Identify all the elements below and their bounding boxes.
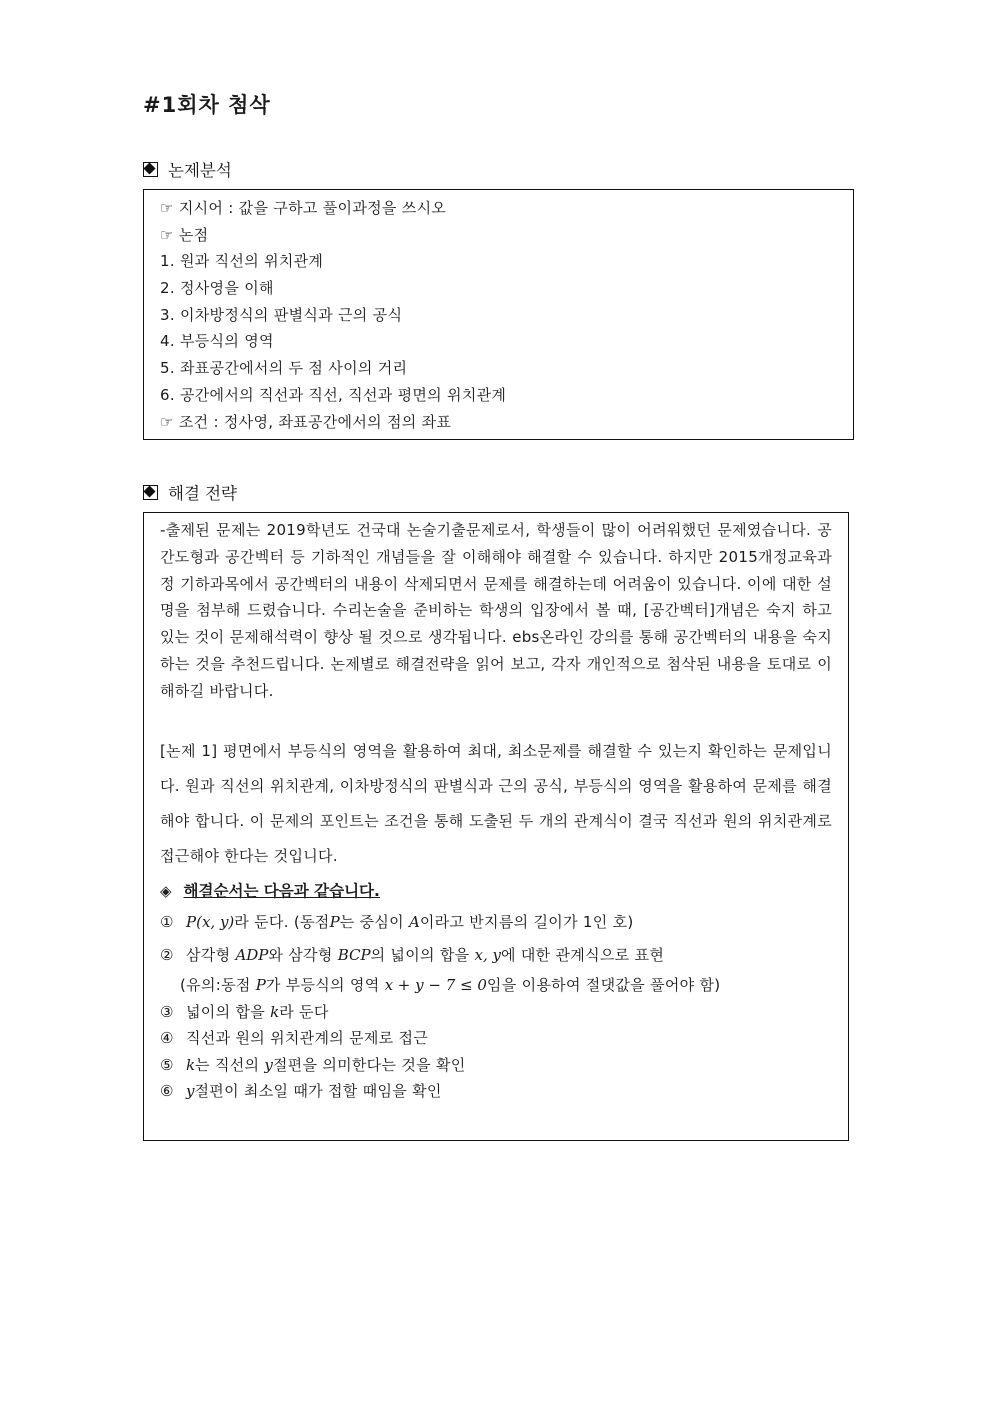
analysis-line: 4. 부등식의 영역 [160, 332, 274, 351]
math-expression: P(x, y) [186, 913, 235, 932]
step-text: 이라고 반지름의 길이가 1인 호) [419, 913, 634, 932]
analysis-line: ☞ 논점 [160, 225, 209, 244]
step-number: ⑥ [160, 1082, 174, 1101]
step-number: ④ [160, 1029, 174, 1048]
analysis-line: ☞ 지시어 : 값을 구하고 풀이과정을 쓰시오 [160, 199, 447, 217]
math-expression: x + y − 7 ≤ 0 [384, 976, 487, 995]
analysis-line: 1. 원과 직선의 위치관계 [160, 252, 324, 271]
step-text: 가 부등식의 영역 [265, 976, 385, 995]
math-expression: y [264, 1055, 273, 1074]
analysis-line: 3. 이차방정식의 판별식과 근의 공식 [160, 305, 403, 324]
step-number: ③ [160, 1002, 174, 1021]
step-3 [160, 999, 832, 1026]
math-expression: ADP [235, 946, 269, 965]
step-text: 의 넓이의 합을 [370, 946, 475, 965]
math-expression: P [329, 913, 340, 932]
step-number: ⑤ [160, 1055, 174, 1074]
step-text: 직선과 원의 위치관계의 문제로 접근 [186, 1029, 429, 1048]
step-6 [160, 1078, 832, 1105]
step-text: 절편이 최소일 때가 접할 때임을 확인 [194, 1082, 442, 1101]
math-expression: BCP [337, 946, 371, 965]
step-text: 넓이의 합을 [186, 1002, 271, 1021]
math-expression: P [255, 976, 266, 995]
analysis-line: 5. 좌표공간에서의 두 점 사이의 거리 [160, 359, 408, 378]
step-text: 와 삼각형 [268, 946, 338, 965]
intro-paragraph: -출제된 문제는 2019학년도 건국대 논술기출문제로서, 학생들이 많이 어려워했던 문제였습니다. 공간도형과 공간벡터 등 기하적인 개념들을 잘 이해해야 해결할 수 있습니다. 하지만 2015개정교육과정 기하과목에서 공간벡터의 내용이 삭제되면서 문제를 해결하는데 어려움이 있습니다. 이에 대한 설명을 첨부해 드렸습니다. 수리논술을 준비하는 학생의 입장에서 볼 때, [공간벡터]개념은 숙지 하고 있는 것이 문제해석력이 향상 될 것으로 생각됩니다. ebs온라인 강의를 통해 공간벡터의 내용을 숙지하는 것을 추천드립니다. 논제별로 해결전략을 읽어 보고, 각자 개인적으로 첨삭된 내용을 토대로 이해하길 바랍니다. [160, 521, 832, 700]
topic1-paragraph: [논제 1] 평면에서 부등식의 영역을 활용하여 최대, 최소문제를 해결할 수 있는지 확인하는 문제입니다. 원과 직선의 위치관계, 이차방정식의 판별식과 근의 공식, 부등식의 영역을 활용하여 문제를 해결해야 합니다. 이 문제의 포인트는 조건을 통해 도출된 두 개의 관계식이 결국 직선과 원의 위치관계로 접근해야 한다는 것입니다. [160, 741, 832, 866]
step-text: 절편을 의미한다는 것을 확인 [272, 1055, 466, 1074]
step-text: 에 대한 관계식으로 표현 [501, 946, 665, 965]
math-expression: x, y [474, 946, 502, 965]
strategy-box [143, 512, 849, 1141]
page-title: #1회차 첨삭 [143, 93, 271, 117]
step-text: 는 직선의 [195, 1055, 265, 1074]
analysis-line: ☞ 조건 : 정사영, 좌표공간에서의 점의 좌표 [160, 412, 452, 431]
step-number: ② [160, 946, 174, 965]
diamond-bullet-icon [143, 485, 158, 500]
steps-heading-label: 해결순서는 다음과 같습니다. [183, 882, 380, 901]
math-expression: y [186, 1082, 195, 1101]
step-text: 임을 이용하여 절댓값을 풀어야 함) [486, 976, 721, 995]
step-2 [160, 939, 832, 972]
step-text: 라 둔다 [279, 1002, 329, 1021]
analysis-line: 2. 정사영을 이해 [160, 279, 274, 298]
diamond-dot-icon: ◈ [160, 882, 172, 901]
step-4 [160, 1025, 832, 1052]
math-expression: k [270, 1002, 280, 1021]
section-heading-strategy [143, 480, 237, 504]
math-expression: k [186, 1055, 196, 1074]
analysis-box [143, 189, 854, 440]
step-text: 는 중심이 [339, 913, 409, 932]
step-text: 삼각형 [186, 946, 236, 965]
step-2-note [160, 972, 832, 999]
section-heading-analysis [143, 157, 232, 181]
step-number: ① [160, 913, 174, 932]
section-heading-label: 논제분석 [168, 161, 232, 180]
step-1 [160, 906, 832, 939]
section-heading-label: 해결 전략 [168, 484, 238, 503]
diamond-bullet-icon [143, 162, 158, 177]
step-text: 라 둔다. (동점 [234, 913, 330, 932]
analysis-line: 6. 공간에서의 직선과 직선, 직선과 평면의 위치관계 [160, 385, 507, 404]
math-expression: A [408, 913, 420, 932]
step-text: (유의:동점 [180, 976, 256, 995]
step-5 [160, 1052, 832, 1079]
steps-heading [160, 876, 832, 906]
